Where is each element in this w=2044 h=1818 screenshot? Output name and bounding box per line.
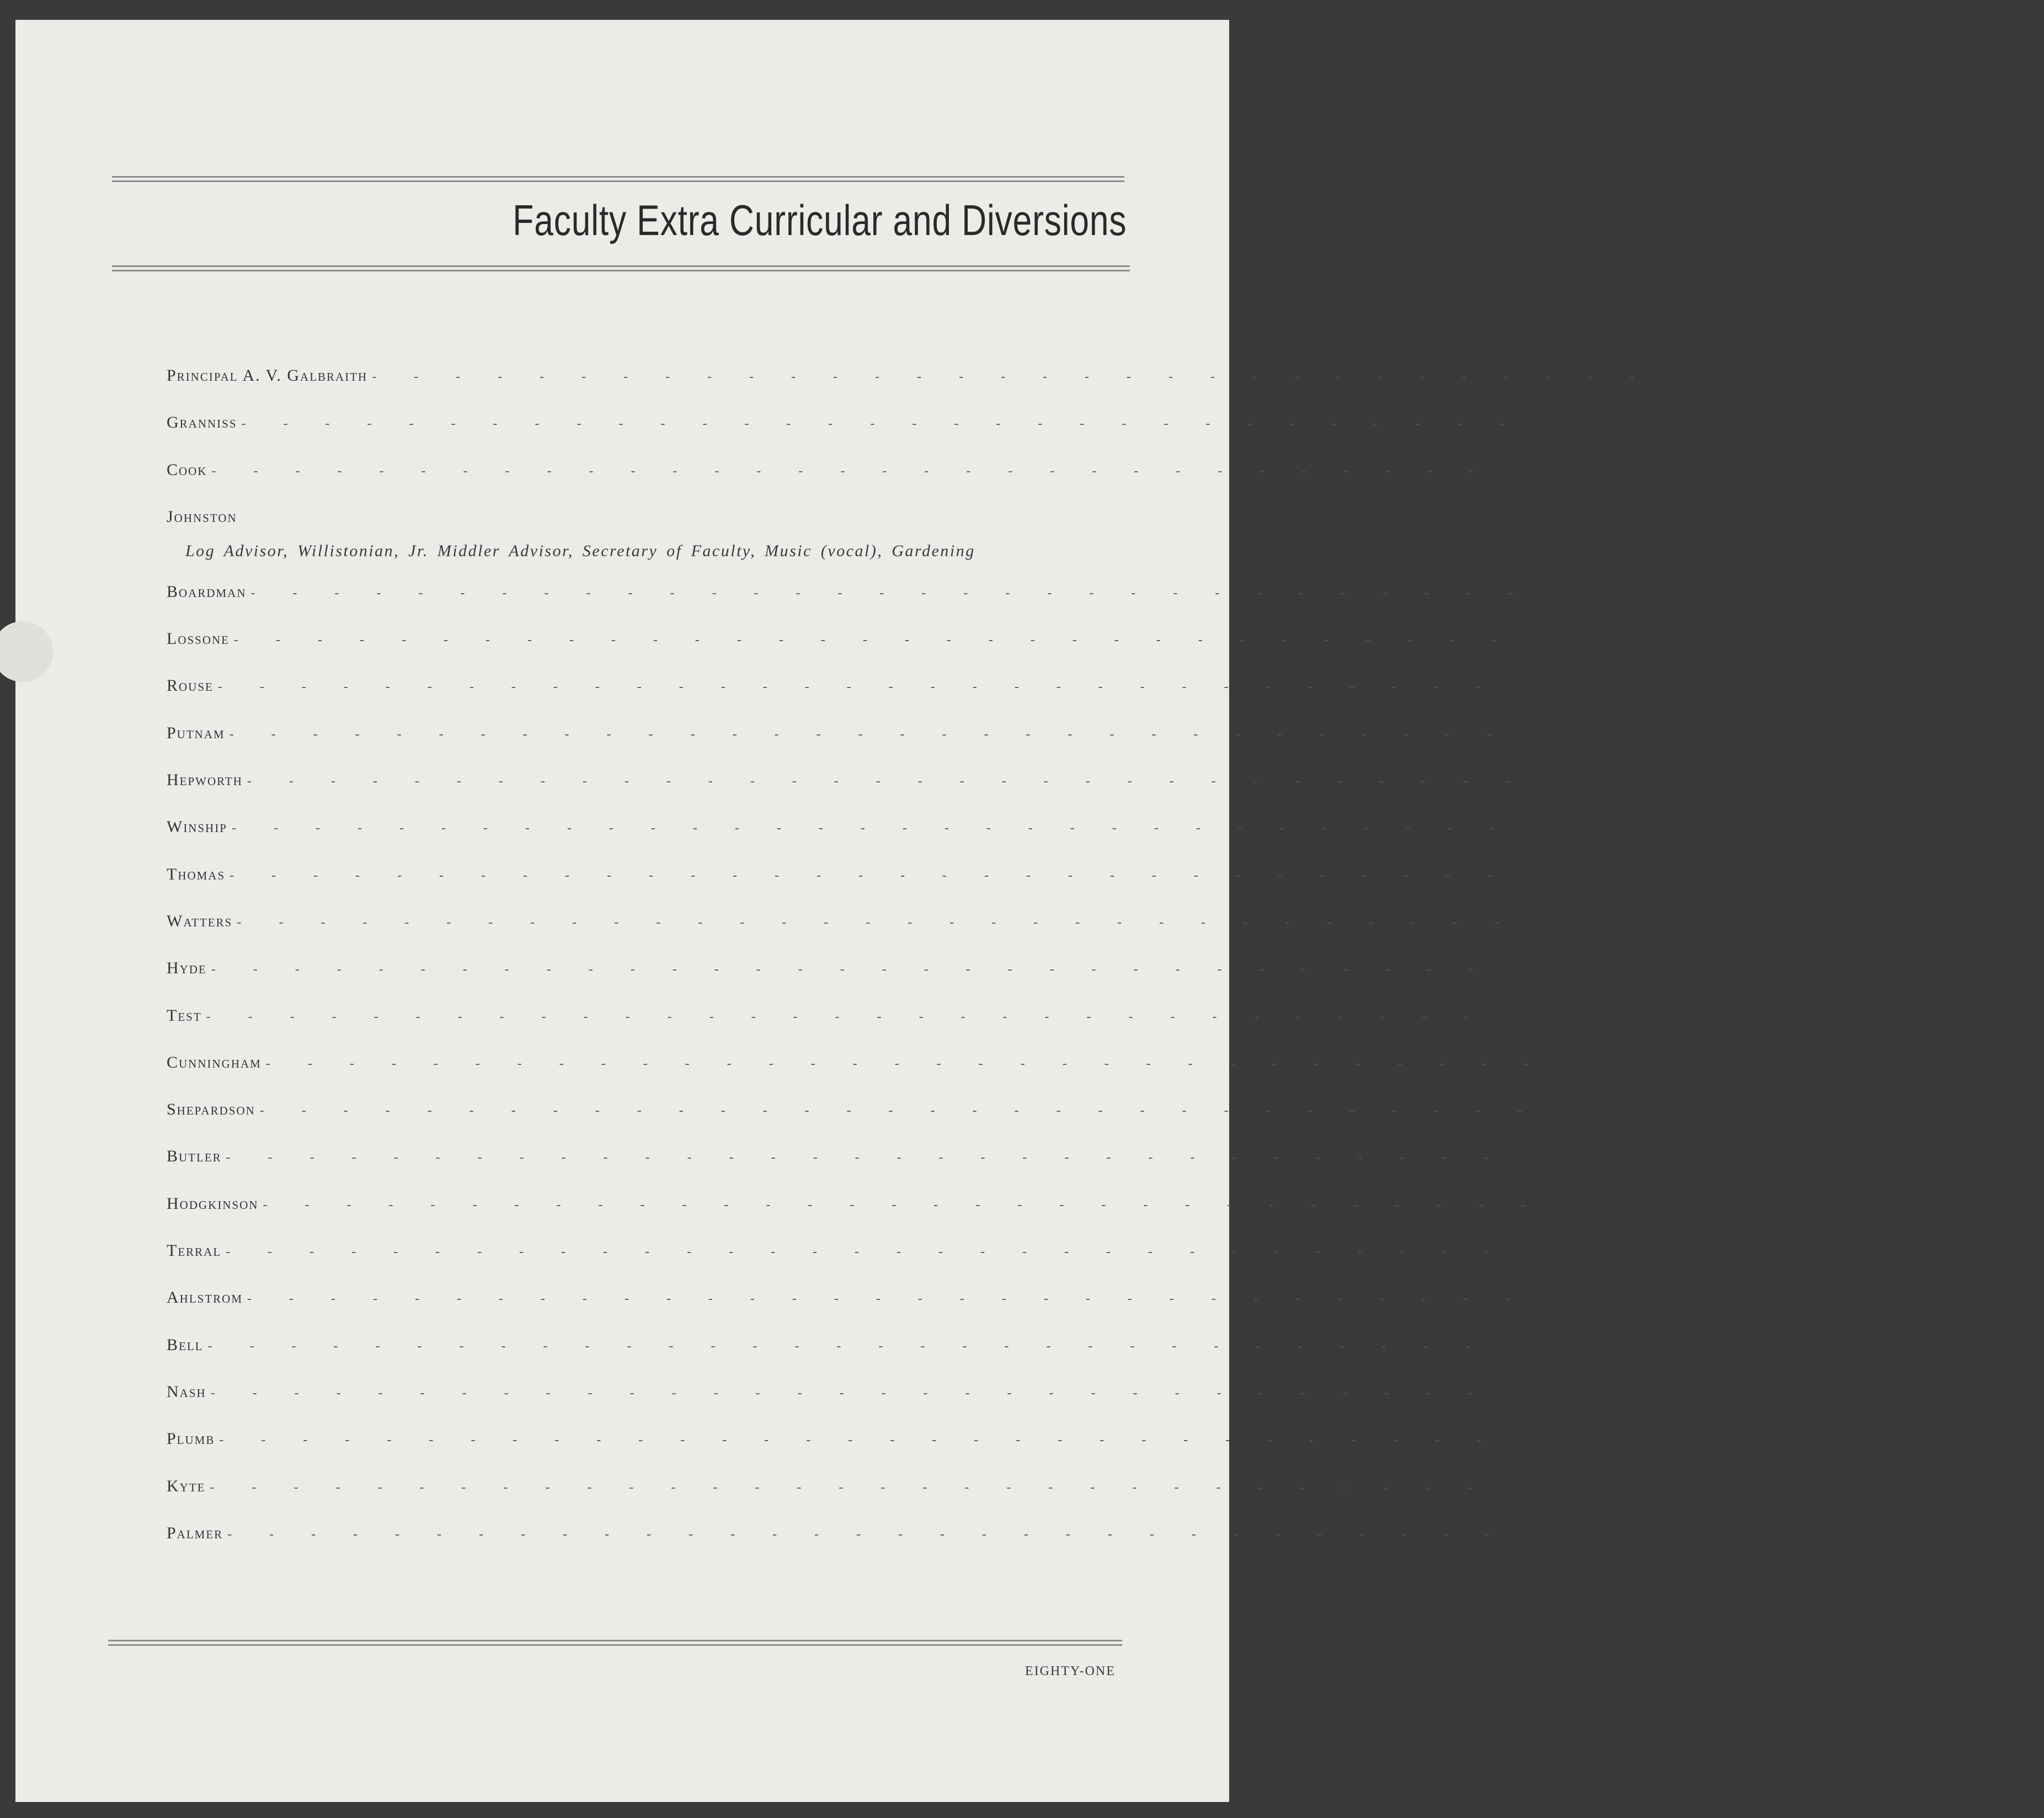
faculty-entry <box>167 1241 1655 1288</box>
faculty-name: Palmer <box>167 1523 223 1542</box>
faculty-entry <box>167 1476 1541 1524</box>
dot-leader: - - - - - - - - - - - - - - - - - - - - - - - - - - - - - - - <box>229 727 1509 742</box>
faculty-name: Bell <box>167 1335 204 1354</box>
faculty-activities: Music <box>1494 1382 1542 1401</box>
faculty-activities: Master of Payson <box>1509 1241 1655 1260</box>
faculty-entry <box>167 676 1718 723</box>
faculty-entry <box>167 366 1939 413</box>
faculty-activities: Soccer, Track, Music (piano, organ, clavichord), Operetta, Hiking <box>1495 959 2044 978</box>
faculty-name: Hyde <box>167 959 207 978</box>
faculty-activities: Y. M. C. A., Senior Advisor, Skiing, Log Cabin <box>1525 413 1920 432</box>
dot-leader: - - - - - - - - - - - - - - - - - - - - - - - - - - - - - - - <box>210 1480 1490 1495</box>
faculty-activities: Head Coach of Athletics, Badminton, Golf, Angling <box>1520 911 1949 930</box>
faculty-activities: Music <box>1493 1476 1541 1495</box>
dot-leader: - - - - - - - - - - - - - - - - - - - - - - - - - - - - - - - <box>210 1385 1490 1400</box>
dot-leader: - - - - - - - - - - - - - - - - - - - - - - - - - - - - - - - <box>217 680 1497 695</box>
faculty-activities: Tennis <box>1530 1288 1582 1307</box>
faculty-entry <box>167 460 1864 508</box>
faculty-name: Cook <box>167 460 207 479</box>
faculty-name: Rouse <box>167 676 214 695</box>
faculty-entry <box>167 818 2008 865</box>
faculty-entry <box>167 1335 1954 1383</box>
dot-leader: - - - - - - - - - - - - - - - - - - - - - - - - - - - - - - - <box>259 1103 1539 1118</box>
dot-leader: - - - - - - - - - - - - - - - - - - - - - - - - - - - - - - - <box>265 1056 1545 1071</box>
dot-leader: - - - - - - - - - - - - - - - - - - - - - - - - - - - - - - - <box>219 1433 1499 1448</box>
faculty-name: Shepardson <box>167 1100 255 1119</box>
faculty-roster <box>167 366 2044 1571</box>
faculty-name: Ahlstrom <box>167 1288 243 1307</box>
dot-leader: - - - - - - - - - - - - - - - - - - - - - - - - - - - - - - - <box>241 417 1521 431</box>
faculty-entry <box>167 1288 1582 1335</box>
bottom-rule <box>108 1640 1122 1646</box>
faculty-entry <box>167 865 1867 912</box>
faculty-name: Lossone <box>167 630 230 648</box>
binder-hole <box>0 621 53 682</box>
dot-leader: - - - - - - - - - - - - - - - - - - - - - - - - - - - - - - - <box>227 1527 1507 1542</box>
dot-leader: - - - - - - - - - - - - - - - - - - - - - - - - - - - - - - - <box>211 463 1491 478</box>
faculty-entry <box>167 1382 1542 1430</box>
faculty-name: Butler <box>167 1147 222 1166</box>
dot-leader: - - - - - - - - - - - - - - - - - - - - - - - - - - - - - - - <box>230 868 1509 883</box>
dot-leader: - - - - - - - - - - - - - - - - - - - - - - - - - - - - - - - <box>211 962 1491 977</box>
faculty-name: Watters <box>167 911 233 930</box>
dot-leader: - - - - - - - - - - - - - - - - - - - - - - - - - - - - - - - <box>232 821 1511 836</box>
faculty-name: Terral <box>167 1241 222 1260</box>
faculty-entry <box>167 630 2034 676</box>
faculty-entry <box>167 1100 1578 1147</box>
faculty-activities: Track, Golf, Angling <box>1513 723 1683 742</box>
faculty-activities: Football, Tennis, Soft Ball, Bridge <box>1530 771 1819 790</box>
faculty-entry <box>167 723 1683 771</box>
faculty-activities: Golf, Tennis, Badminton, Etchings <box>1655 366 1939 385</box>
dot-leader: - - - - - - - - - - - - - - - - - - - - - - - - - - - - - - - <box>263 1197 1543 1212</box>
faculty-name: Granniss <box>167 413 237 432</box>
faculty-activities: Master of Ford Hall, Junior Advisor, Traveling, Gardening <box>1515 818 2008 836</box>
faculty-name: Principal A. V. Galbraith <box>167 366 368 385</box>
page-number: EIGHTY-ONE <box>1025 1664 1116 1678</box>
faculty-name: Boardman <box>167 582 247 601</box>
faculty-activities: Soccer, Track, Willistonian, Photography <box>1490 1006 1827 1025</box>
faculty-activities: Glee Club, Golf, Operetta <box>1501 676 1718 695</box>
faculty-activities: Dramatics, Life Saving <box>1509 1147 1700 1166</box>
faculty-entry <box>167 413 1920 460</box>
faculty-activities: Football, Skiing, Track, Handball <box>1503 1430 1782 1448</box>
faculty-activities: Soccer, Dramatics, Alumni Secretary <box>1534 582 1837 601</box>
page-title: Faculty Extra Curricular and Diversions <box>512 196 1127 244</box>
faculty-name: Kyte <box>167 1476 206 1495</box>
faculty-activities: Log Advisor, Willistonian, Jr. Middler Advisor, Secretary of Faculty, Music (vocal), Gardening <box>185 541 975 560</box>
faculty-entry <box>167 1523 1710 1571</box>
faculty-entry <box>167 1006 1827 1053</box>
dot-leader: - - - - - - - - - - - - - - - - - - - - - - - - - - - - - - - <box>247 774 1527 789</box>
dot-leader: - - - - - - - - - - - - - - - - - - - - - - - - - - - - - - - <box>226 1245 1505 1260</box>
faculty-entry <box>167 508 1071 583</box>
faculty-activities: Golf <box>1549 1053 1584 1071</box>
faculty-activities: Golf <box>1543 1100 1578 1119</box>
faculty-activities: Football, Tennis, Handball, Hockey, Music <box>1546 1194 1901 1213</box>
faculty-entry <box>167 582 1837 630</box>
faculty-activities: Debating, Master of South Hall, Traveling <box>1513 865 1867 883</box>
dot-leader: - - - - - - - - - - - - - - - - - - - - - - - - - - - - - - - <box>247 1292 1527 1307</box>
faculty-name: Hepworth <box>167 771 243 790</box>
faculty-name: Thomas <box>167 865 226 883</box>
dot-leader: - - - - - - - - - - - - - - - - - - - - - - - - - - - - - - - <box>372 370 1651 384</box>
faculty-name: Hodgkinson <box>167 1194 259 1213</box>
faculty-activities: Soccer, Skiing, Baseball <box>1511 1523 1710 1542</box>
faculty-name: Nash <box>167 1382 206 1401</box>
faculty-entry <box>167 1194 1901 1241</box>
faculty-entry <box>167 1147 1700 1194</box>
dot-leader: - - - - - - - - - - - - - - - - - - - - - - - - - - - - - - - <box>237 915 1517 930</box>
faculty-activities: College Boards, Middler Advisor, Gardening <box>1495 460 1864 479</box>
dot-leader: - - - - - - - - - - - - - - - - - - - - - - - - - - - - - - - <box>226 1150 1506 1165</box>
faculty-name: Cunningham <box>167 1053 261 1071</box>
dot-leader: - - - - - - - - - - - - - - - - - - - - - - - - - - - - - - - <box>250 585 1530 600</box>
faculty-activities: Hockey, Tennis, Softball, Amateur Dramatics, Student Council <box>1517 630 2034 648</box>
faculty-entry <box>167 1430 1782 1476</box>
faculty-name: Johnston <box>167 507 237 526</box>
dot-leader: - - - - - - - - - - - - - - - - - - - - - - - - - - - - - - - <box>207 1339 1487 1353</box>
faculty-name: Test <box>167 1006 202 1025</box>
dot-leader: - - - - - - - - - - - - - - - - - - - - - - - - - - - - - - - <box>234 633 1513 648</box>
faculty-activities: Football, Basketball, Baseball, Handball, Golf, Angling <box>1491 1335 1954 1354</box>
top-rule <box>112 176 1124 182</box>
title-rule <box>112 265 1130 271</box>
yearbook-page <box>15 20 2044 1802</box>
faculty-name: Putnam <box>167 723 225 742</box>
faculty-name: Winship <box>167 818 227 836</box>
dot-leader: - - - - - - - - - - - - - - - - - - - - - - - - - - - - - - - <box>206 1009 1486 1024</box>
faculty-entry <box>167 911 1949 959</box>
faculty-entry <box>167 771 1819 818</box>
faculty-name: Plumb <box>167 1430 215 1448</box>
faculty-entry <box>167 1053 1584 1100</box>
faculty-entry <box>167 959 2044 1006</box>
